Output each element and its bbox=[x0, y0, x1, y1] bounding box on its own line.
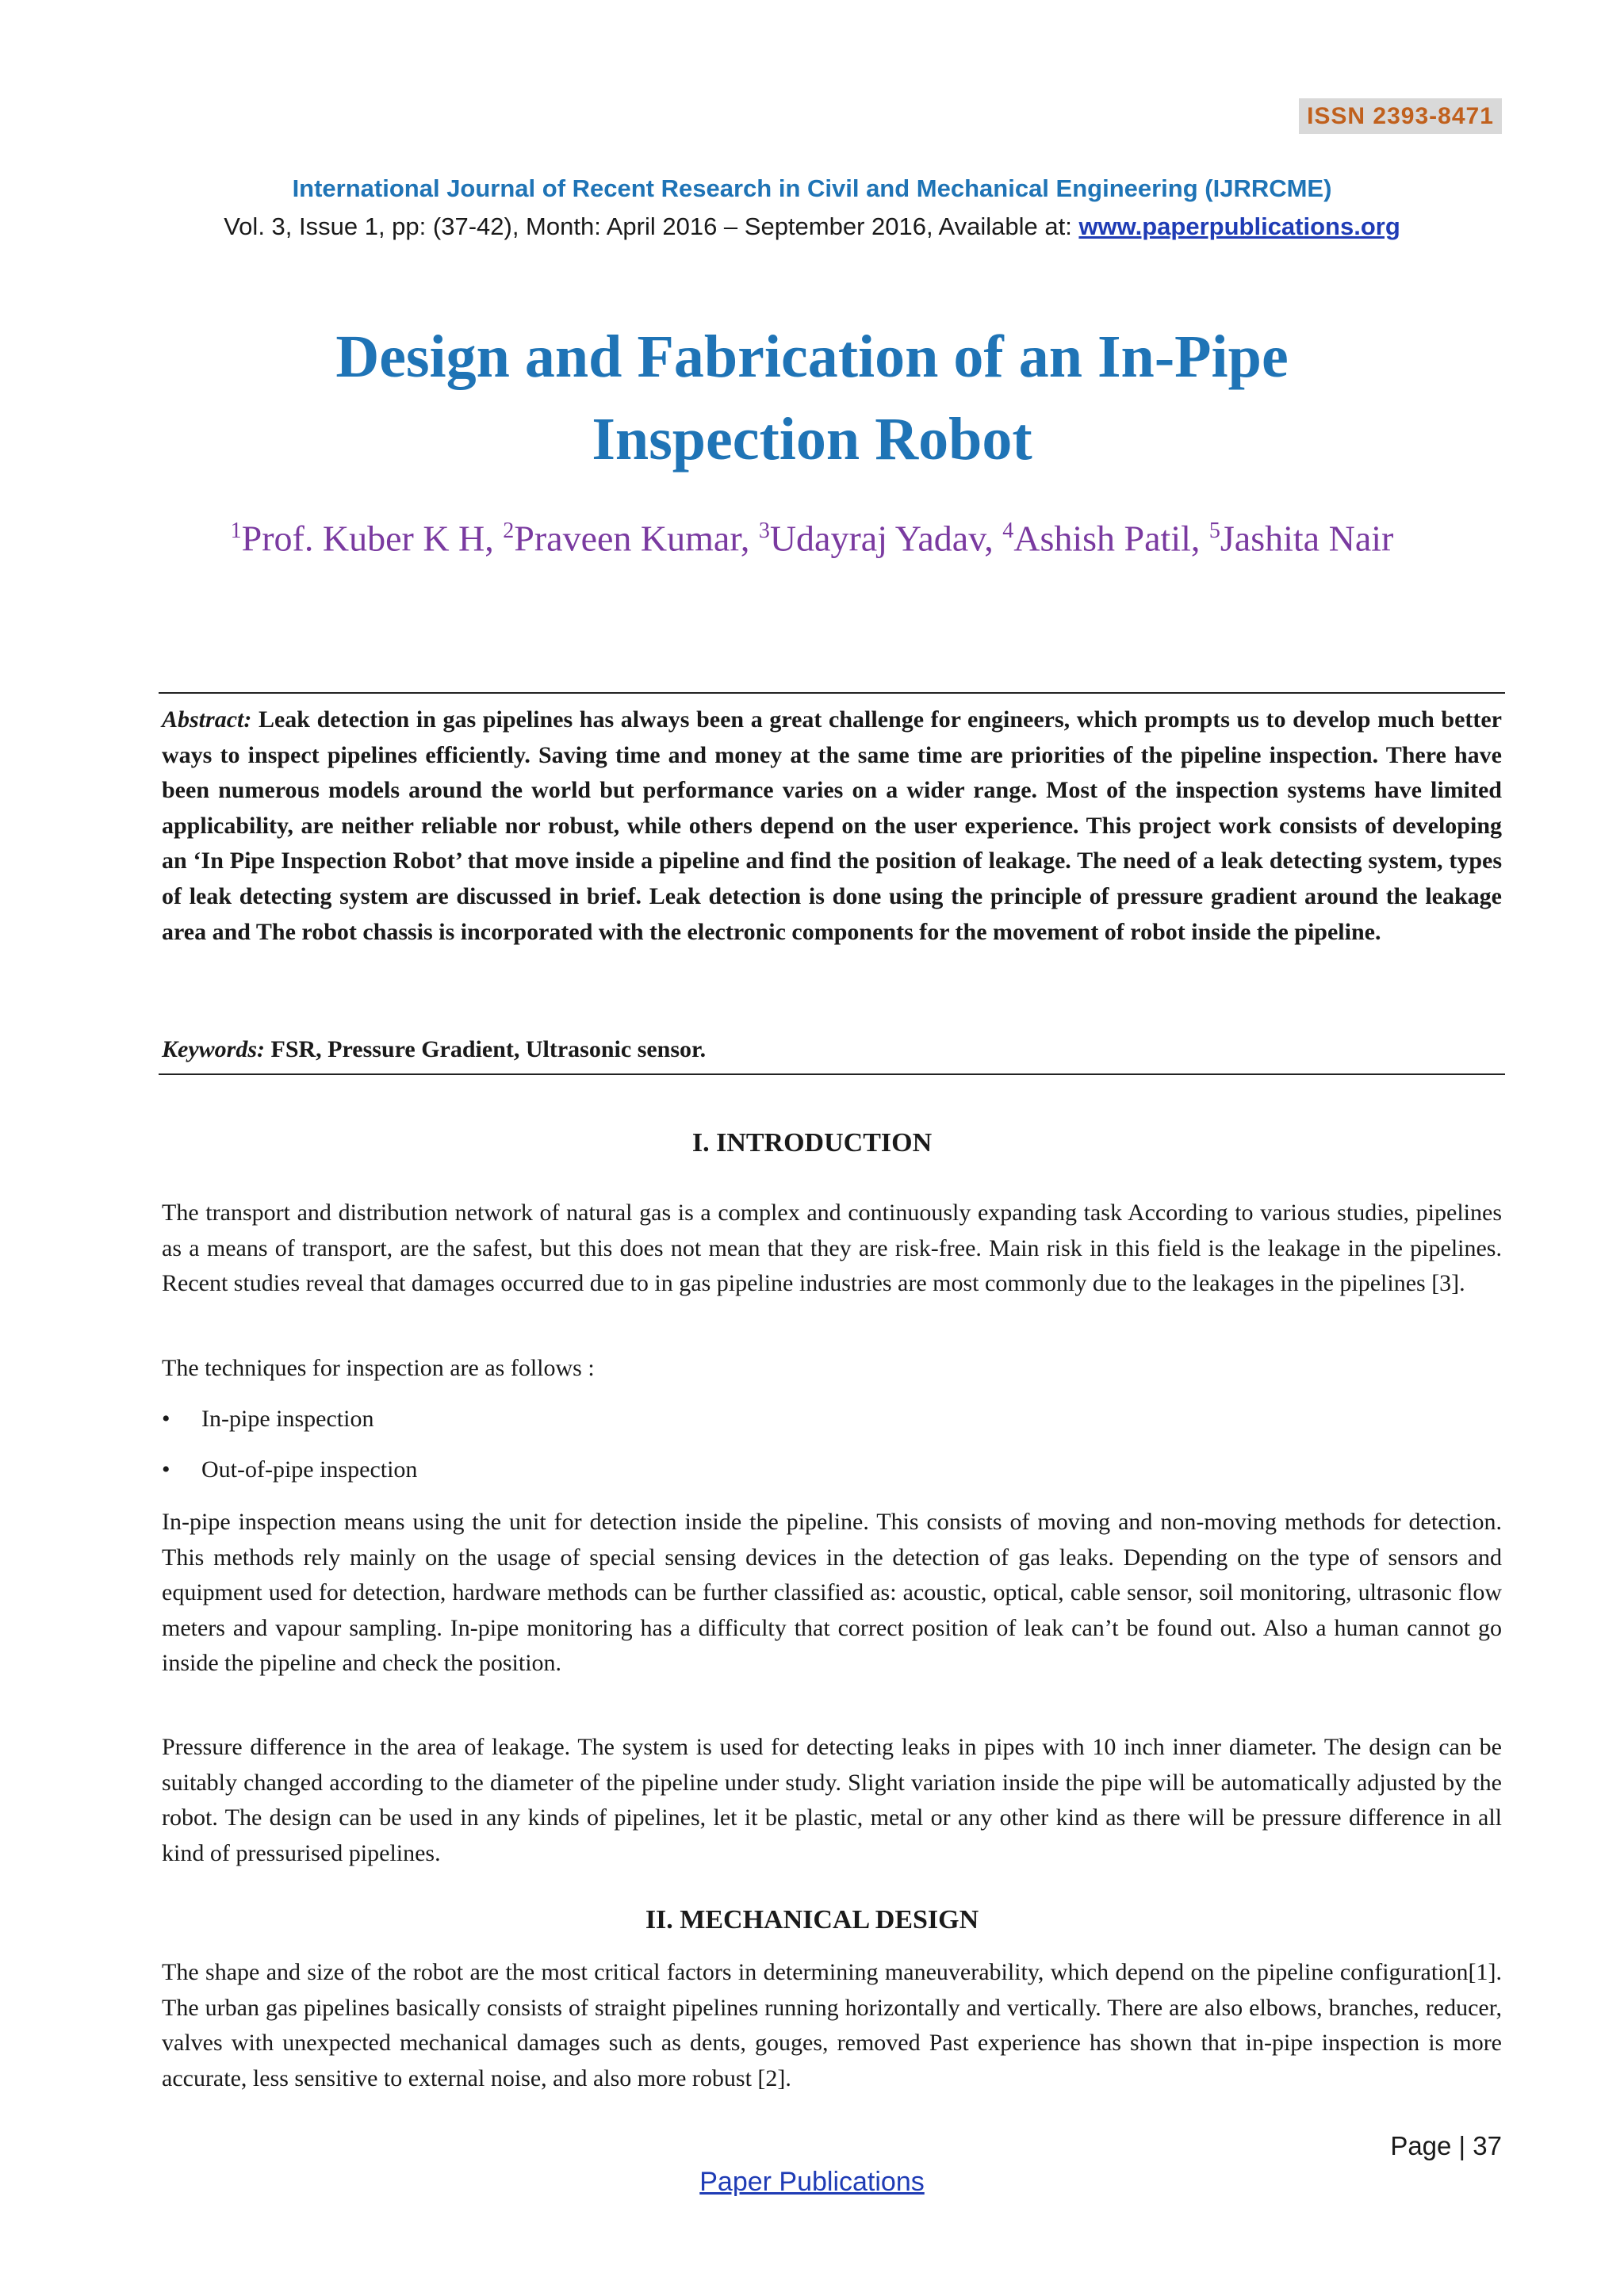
intro-paragraph-3: In-pipe inspection means using the unit for detection inside the pipeline. This consists of moving and non-moving methods for detection. This methods rely mainly on the usage of special sensing devices in the detection of gas leaks. Depending on the type of sensors and equipment used for detection, hardware methods can be further classified as: acoustic, optical, cable sensor, soil monitoring, ultrasonic flow meters and vapour sampling. In-pipe monitoring has a difficulty that correct position of leak can’t be found out. Also a human cannot go inside the pipeline and check the position. bbox=[162, 1509, 1502, 1677]
bullet-marker: • bbox=[162, 1406, 170, 1432]
abstract-text: Leak detection in gas pipelines has always been a great challenge for engineers, which prompts us to develop much better ways to inspect pipelines efficiently. Saving time and money at the same time are priorities of the pipeline inspection. There have been numerous models around the world but performance varies on a wider range. Most of the inspection systems have limited applicability, are neither reliable nor robust, while others depend on the user experience. This project work consists of developing an ‘In Pipe Inspection Robot’ that move inside a pipeline and find the position of leakage. The need of a leak detecting system, types of leak detecting system are discussed in brief. Leak detection is done using the principle of pressure gradient around the leakage area and The robot chassis is incorporated with the electronic components for the movement of robot inside the pipeline. bbox=[162, 706, 1502, 945]
author-list bbox=[0, 507, 1624, 562]
abstract bbox=[162, 702, 1502, 950]
author-2: Praveen Kumar, bbox=[514, 518, 759, 559]
issn-badge: ISSN 2393-8471 bbox=[1299, 98, 1502, 134]
title-line-2: Inspection Robot bbox=[592, 406, 1032, 473]
paper-title bbox=[0, 316, 1624, 480]
publisher-link[interactable]: Paper Publications bbox=[699, 2167, 925, 2197]
journal-name: International Journal of Recent Research in Civil and Mechanical Engineering (IJRRCME) bbox=[292, 174, 1332, 202]
intro-paragraph-4: Pressure difference in the area of leakage. The system is used for detecting leaks in pipes with 10 inch inner diameter. The design can be suitably changed according to the diameter of the pipeline under study. Slight variation inside the pipe will be automatically adjusted by the robot. The design can be used in any kinds of pipelines, let it be plastic, metal or any other kind as there will be pressure difference in all kind of pressurised pipelines. bbox=[162, 1734, 1502, 1866]
intro-paragraph-1: The transport and distribution network of natural gas is a complex and continuously expanding task According to various studies, pipelines as a means of transport, are the safest, but this does not mean that they are risk-free. Main risk in this field is the leakage in the pipelines. Recent studies reveal that damages occurred due to in gas pipeline industries are most commonly due to the leakages in the pipelines [3]. bbox=[162, 1200, 1502, 1297]
keywords bbox=[162, 1032, 1502, 1068]
abstract-label: Abstract: bbox=[162, 706, 252, 733]
author-affil-3: 3 bbox=[758, 519, 770, 543]
page-number: Page | 37 bbox=[1390, 2131, 1502, 2160]
author-affil-4: 4 bbox=[1002, 519, 1014, 543]
author-affil-1: 1 bbox=[230, 519, 242, 543]
mechanical-paragraph-1: The shape and size of the robot are the most critical factors in determining maneuverability, which depend on the pipeline configuration[1]. The urban gas pipelines basically consists of straight pipelines running horizontally and vertically. There are also elbows, branches, reducer, valves with unexpected mechanical damages such as dents, gouges, removed Past experience has shown that in-pipe inspection is more accurate, less sensitive to external noise, and also more robust [2]. bbox=[162, 1959, 1502, 2091]
keywords-label: Keywords: bbox=[162, 1036, 265, 1062]
intro-paragraph-2: The techniques for inspection are as follows : bbox=[162, 1355, 595, 1381]
list-item bbox=[162, 1402, 373, 1437]
author-5: Jashita Nair bbox=[1220, 518, 1394, 559]
abstract-top-rule bbox=[159, 692, 1505, 694]
author-1: Prof. Kuber K H, bbox=[241, 518, 504, 559]
author-affil-2: 2 bbox=[503, 519, 515, 543]
section-heading-introduction: I. INTRODUCTION bbox=[691, 1128, 933, 1158]
author-affil-5: 5 bbox=[1208, 519, 1220, 543]
bullet-marker: • bbox=[162, 1456, 170, 1483]
author-4: Ashish Patil, bbox=[1013, 518, 1209, 559]
title-line-1: Design and Fabrication of an In-Pipe bbox=[335, 323, 1289, 390]
section-heading-mechanical-design: II. MECHANICAL DESIGN bbox=[645, 1905, 979, 1934]
volume-text: Vol. 3, Issue 1, pp: (37-42), Month: April 2016 – September 2016, Available at: bbox=[224, 212, 1079, 240]
abstract-bottom-rule bbox=[159, 1073, 1505, 1075]
volume-info bbox=[0, 209, 1624, 244]
list-item-text: Out-of-pipe inspection bbox=[201, 1456, 418, 1483]
website-link[interactable]: www.paperpublications.org bbox=[1078, 212, 1400, 240]
keywords-text: FSR, Pressure Gradient, Ultrasonic sensor. bbox=[265, 1036, 707, 1062]
author-3: Udayraj Yadav, bbox=[769, 518, 1003, 559]
list-item bbox=[162, 1452, 417, 1487]
list-item-text: In-pipe inspection bbox=[201, 1406, 374, 1432]
